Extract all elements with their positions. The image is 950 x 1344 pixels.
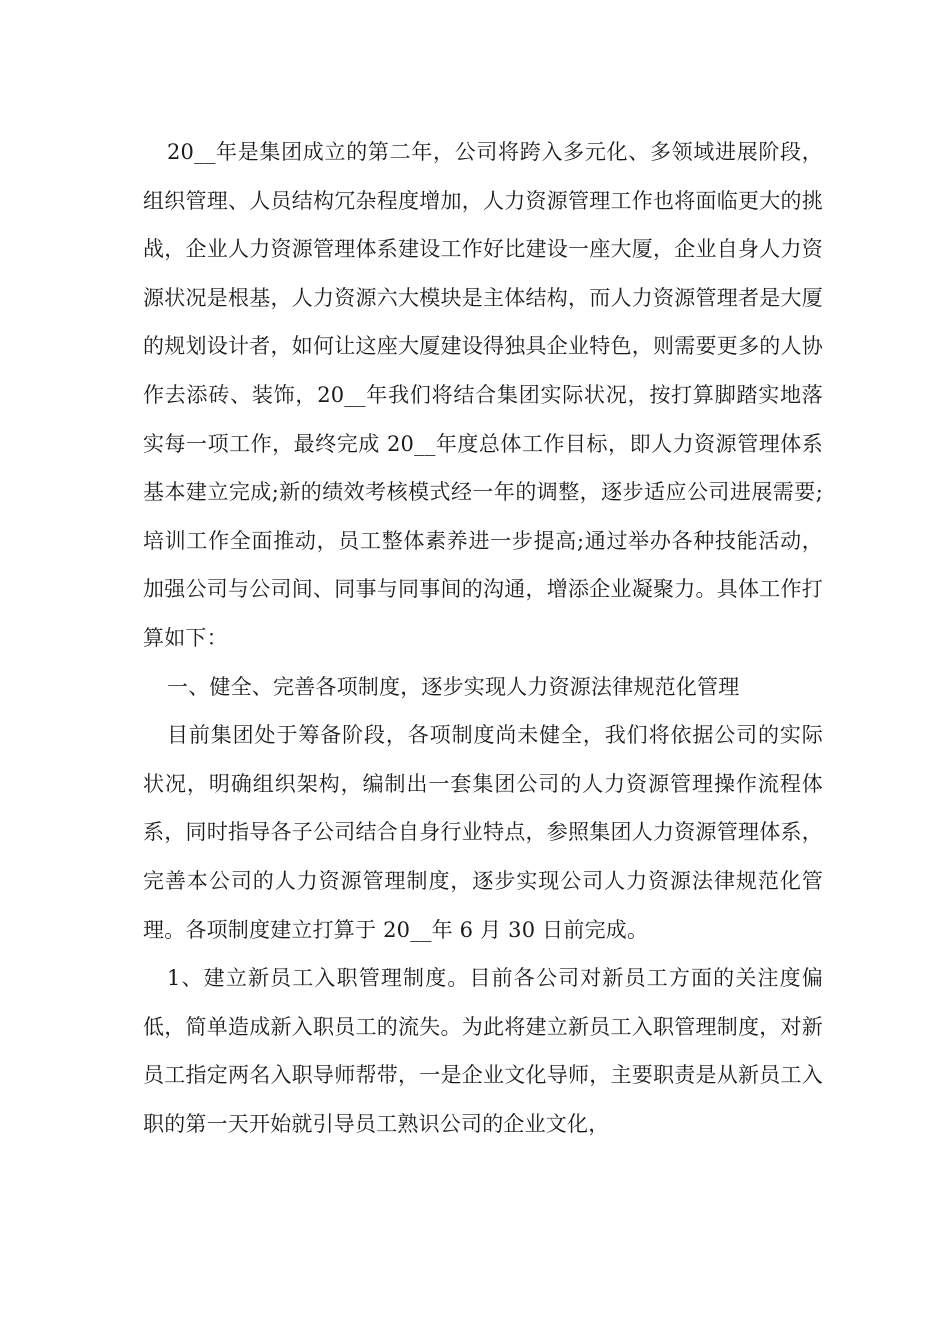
intro-paragraph: 20__年是集团成立的第二年，公司将跨入多元化、多领域进展阶段，组织管理、人员结构冗杂程度增加，人力资源管理工作也将面临更大的挑战，企业人力资源管理体系建设工作好比建设一座大厦，企业自身人力资源状况是根基，人力资源六大模块是主体结构，而人力资源管理者是大厦的规划设计者，如何让这座大厦建设得独具企业特色，则需要更多的人协作去添砖、装饰，20__年我们将结合集团实际状况，按打算脚踏实地落实每一项工作，最终完成 20__年度总体工作目标，即人力资源管理体系基本建立完成;新的绩效考核模式经一年的调整，逐步适应公司进展需要;培训工作全面推动，员工整体素养进一步提高;通过举办各种技能活动，加强公司与公司间、同事与同事间的沟通，增添企业凝聚力。具体工作打算如下： (143, 140, 823, 650)
section-paragraph: 目前集团处于筹备阶段，各项制度尚未健全，我们将依据公司的实际状况，明确组织架构，编制出一套集团公司的人力资源管理操作流程体系，同时指导各子公司结合自身行业特点，参照集团人力资源管理体系，完善本公司的人力资源管理制度，逐步实现公司人力资源法律规范化管理。各项制度建立打算于 20__年 6 月 30 日前完成。 (143, 723, 823, 942)
item-paragraph: 1、建立新员工入职管理制度。目前各公司对新员工方面的关注度偏低，简单造成新入职员工的流失。为此将建立新员工入职管理制度，对新员工指定两名入职导师帮带，一是企业文化导师，主要职责是从新员工入职的第一天开始就引导员工熟识公司的企业文化， (143, 966, 823, 1136)
document-body (143, 128, 823, 1148)
section-heading: 一、健全、完善各项制度，逐步实现人力资源法律规范化管理 (167, 674, 740, 699)
